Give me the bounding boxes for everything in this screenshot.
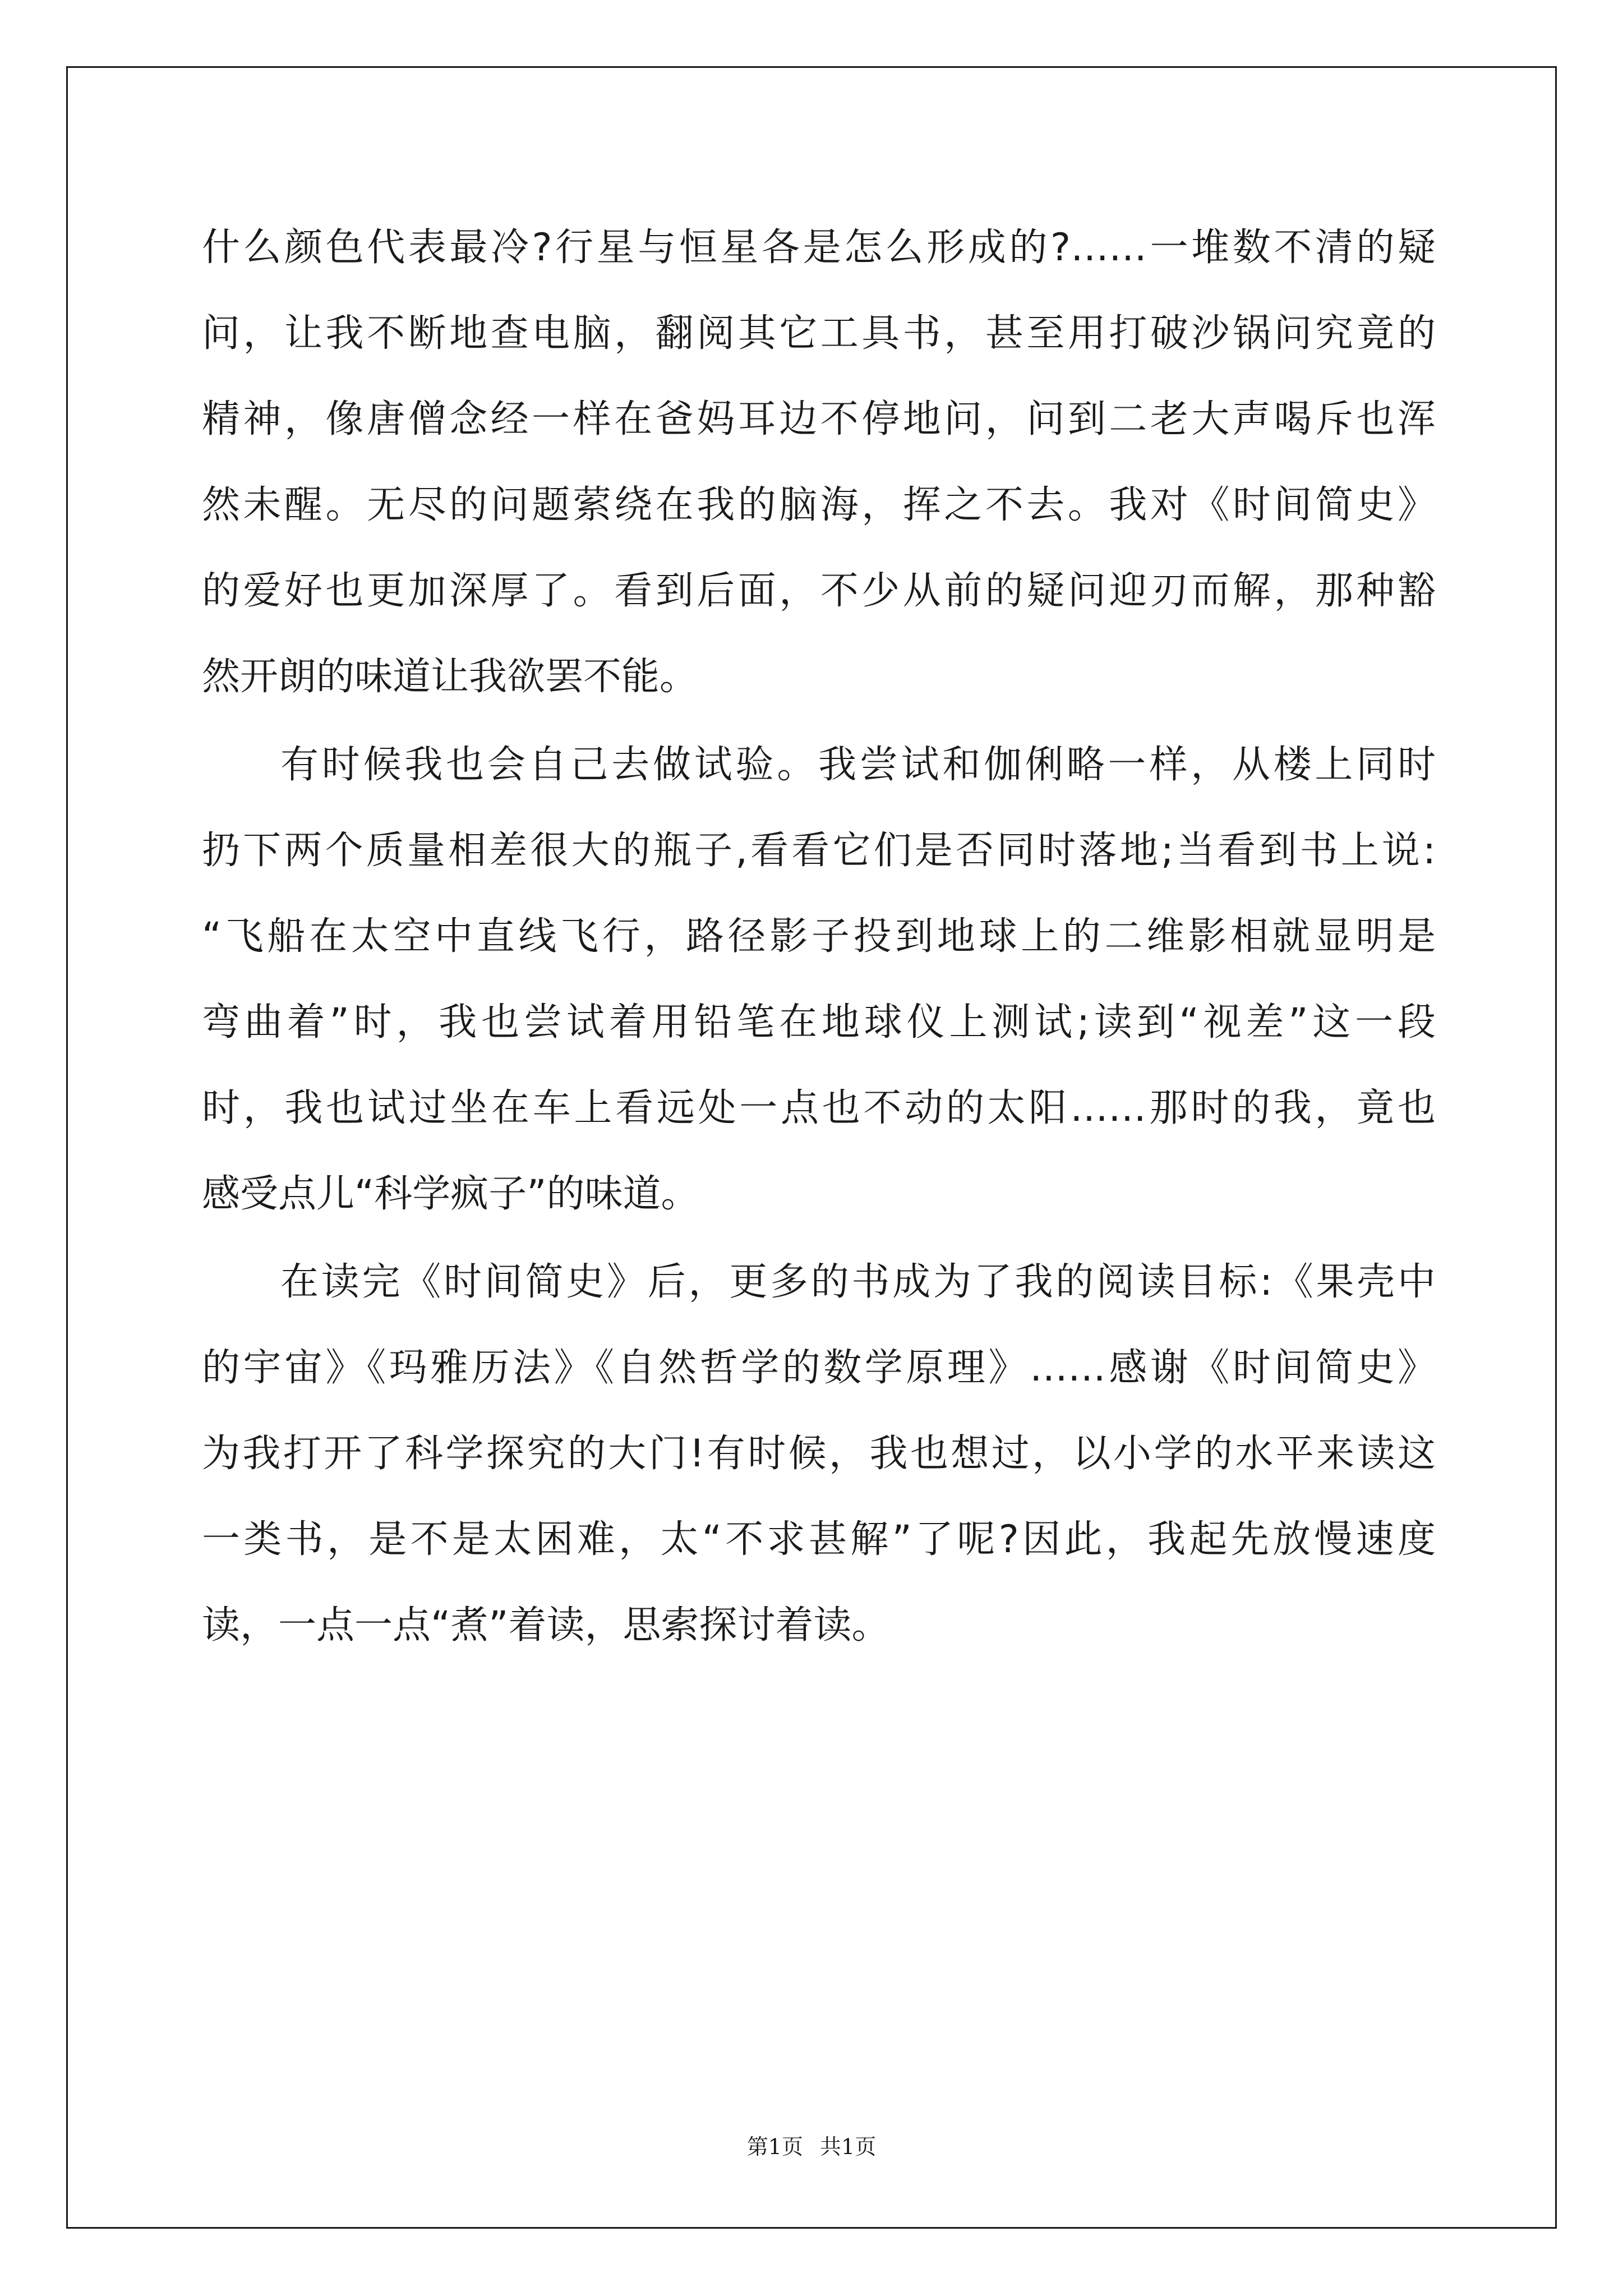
text-line: 扔下两个质量相差很大的瓶子,看看它们是否同时落地;当看到书上说: <box>202 829 1436 873</box>
text-line: “飞船在太空中直线飞行，路径影子投到地球上的二维影相就显明是 <box>202 914 1436 959</box>
text-line: 在读完《时间简史》后，更多的书成为了我的阅读目标:《果壳中 <box>280 1260 1436 1304</box>
text-line: 有时候我也会自己去做试验。我尝试和伽俐略一样，从楼上同时 <box>280 743 1436 787</box>
text-line: 感受点儿“科学疯子”的味道。 <box>202 1172 699 1216</box>
text-line: 弯曲着”时，我也尝试着用铅笔在地球仪上测试;读到“视差”这一段 <box>202 1000 1436 1045</box>
text-line: 为我打开了科学探究的大门!有时候，我也想过，以小学的水平来读这 <box>202 1432 1436 1476</box>
text-line: 读，一点一点“煮”着读，思索探讨着读。 <box>202 1603 890 1648</box>
text-line: 精神，像唐僧念经一样在爸妈耳边不停地问，问到二老大声喝斥也浑 <box>202 397 1436 441</box>
text-line: 一类书，是不是太困难，太“不求甚解”了呢?因此，我起先放慢速度 <box>202 1517 1436 1562</box>
text-line: 问，让我不断地查电脑，翻阅其它工具书，甚至用打破沙锅问究竟的 <box>202 311 1436 356</box>
text-line: 然未醒。无尽的问题萦绕在我的脑海，挥之不去。我对《时间简史》 <box>202 483 1436 527</box>
page-footer: 第1页 共1页 <box>746 2134 877 2159</box>
text-line: 的爱好也更加深厚了。看到后面，不少从前的疑问迎刃而解，那种豁 <box>202 569 1436 613</box>
text-line: 时，我也试过坐在车上看远处一点也不动的太阳……那时的我，竟也 <box>202 1086 1436 1130</box>
text-line: 什么颜色代表最冷?行星与恒星各是怎么形成的?……一堆数不清的疑 <box>202 226 1436 270</box>
text-line: 然开朗的味道让我欲罢不能。 <box>202 655 698 699</box>
page-border <box>66 66 1557 2229</box>
text-line: 的宇宙》《玛雅历法》《自然哲学的数学原理》……感谢《时间简史》 <box>202 1346 1436 1390</box>
